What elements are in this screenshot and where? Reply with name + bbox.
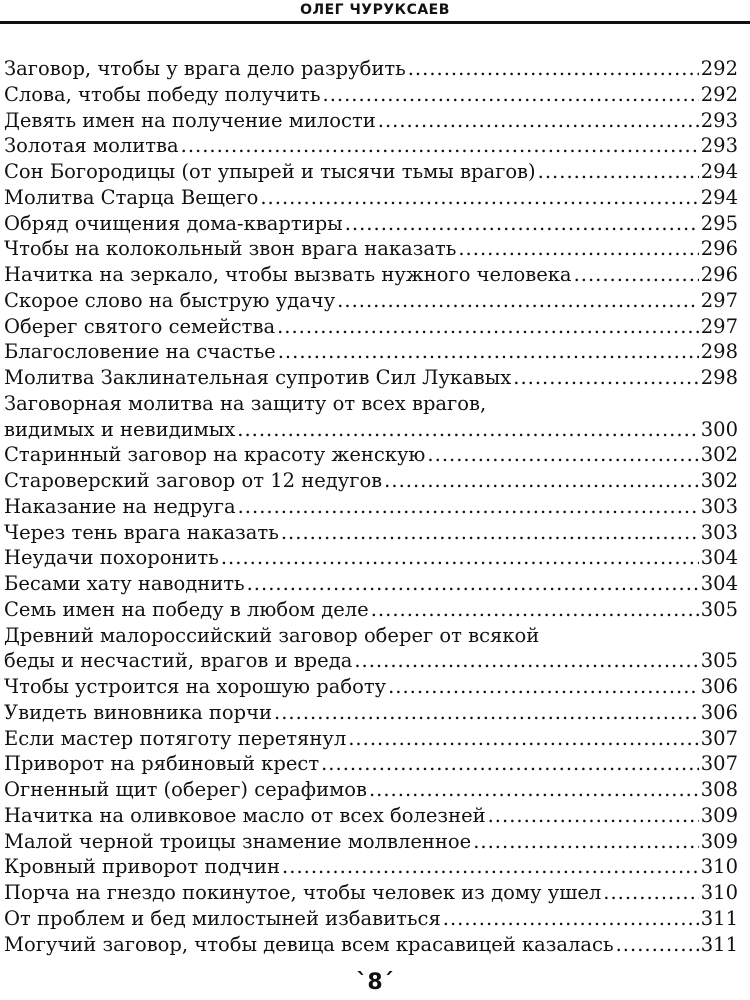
toc-entry[interactable]	[4, 932, 738, 958]
toc-entry-page: 297	[700, 314, 738, 338]
toc-entry-line	[4, 56, 738, 82]
toc-entry-title: Неудачи похоронить	[4, 546, 219, 570]
toc-entry-page: 304	[700, 572, 738, 595]
toc-entry[interactable]	[4, 880, 738, 906]
dot-leader	[538, 159, 699, 185]
dot-leader	[371, 597, 699, 623]
toc-entry-line	[4, 597, 738, 623]
toc-entry[interactable]	[4, 597, 738, 623]
toc-entry-line	[4, 803, 738, 829]
dot-leader	[348, 726, 699, 752]
page-number: `8´	[356, 970, 394, 995]
toc-entry-title: Кровный приворот подчин	[4, 855, 281, 879]
toc-entry-page: 305	[700, 649, 738, 673]
toc-entry-title: Порча на гнездо покинутое, чтобы человек из дому ушел	[4, 881, 602, 904]
toc-entry-line	[4, 880, 738, 906]
dot-leader	[345, 211, 699, 237]
dot-leader	[238, 494, 699, 520]
toc-entry-line	[4, 159, 738, 185]
toc-entry-page: 309	[700, 829, 738, 853]
toc-entry-title: Если мастер потяготу перетянул	[4, 726, 347, 750]
toc-entry[interactable]	[4, 829, 738, 855]
dot-leader	[281, 520, 699, 546]
dot-leader	[458, 236, 698, 262]
dot-leader	[237, 417, 699, 443]
toc-entry-line	[4, 468, 738, 494]
toc-entry-title: Увидеть виновника порчи	[4, 700, 273, 724]
toc-entry-title: Через тень врага наказать	[4, 520, 279, 544]
dot-leader	[260, 185, 698, 211]
toc-entry-title: Молитва Старца Вещего	[4, 185, 259, 209]
toc-entry-title: Старинный заговор на красоту женскую	[4, 443, 426, 467]
running-header: ОЛЕГ ЧУРУКСАЕВ	[300, 2, 450, 18]
toc-entry[interactable]	[4, 365, 738, 391]
toc-entry-page: 298	[700, 366, 738, 389]
toc-entry-line	[4, 391, 738, 417]
toc-entry-page: 303	[700, 520, 738, 544]
toc-entry[interactable]	[4, 56, 738, 82]
dot-leader	[488, 803, 699, 829]
toc-entry[interactable]	[4, 726, 738, 752]
toc-entry-line	[4, 726, 738, 752]
toc-entry-title: Приворот на рябиновый крест	[4, 752, 320, 776]
toc-entry[interactable]	[4, 803, 738, 829]
dot-leader	[247, 571, 699, 597]
toc-entry-title: Скорое слово на быструю удачу	[4, 288, 336, 312]
toc-entry-line	[4, 854, 738, 880]
toc-entry-page: 300	[700, 417, 738, 441]
toc-entry-line	[4, 571, 738, 597]
toc-entry-line	[4, 648, 738, 674]
toc-entry-page: 295	[700, 211, 738, 235]
toc-entry-title: Начитка на оливковое масло от всех болезней	[4, 803, 486, 827]
toc-entry-page: 304	[700, 546, 738, 570]
toc-entry-page: 296	[700, 237, 738, 261]
toc-entry-title: Заговорная молитва на защиту от всех врагов,	[4, 391, 487, 415]
toc-entry-line	[4, 623, 738, 649]
dot-leader	[277, 314, 699, 340]
toc-entry-page: 293	[700, 134, 738, 158]
toc-entry-line	[4, 211, 738, 237]
toc-entry-title: Чтобы устроится на хорошую работу	[4, 675, 387, 698]
toc-entry[interactable]	[4, 108, 738, 134]
toc-entry[interactable]	[4, 262, 738, 288]
toc-entry-page: 292	[700, 57, 738, 80]
toc-entry[interactable]	[4, 700, 738, 726]
dot-leader	[408, 56, 699, 82]
toc-entry-title: Благословение на счастье	[4, 340, 276, 364]
toc-entry-title: Обряд очищения дома-квартиры	[4, 211, 343, 235]
toc-entry[interactable]	[4, 133, 738, 159]
toc-entry[interactable]	[4, 906, 738, 932]
dot-leader	[323, 82, 699, 108]
toc-entry-title: Чтобы на колокольный звон врага наказать	[4, 237, 457, 261]
toc-entry[interactable]	[4, 623, 738, 675]
dot-leader	[473, 829, 699, 855]
toc-entry-line	[4, 545, 738, 571]
dot-leader	[369, 777, 699, 803]
dot-leader	[603, 880, 699, 906]
table-of-contents	[4, 56, 738, 957]
dot-leader	[354, 648, 698, 674]
toc-entry[interactable]	[4, 468, 738, 494]
dot-leader	[616, 932, 699, 958]
toc-entry-page: 310	[700, 881, 738, 904]
toc-entry-title: Наказание на недруга	[4, 494, 236, 518]
toc-entry-title: Молитва Заклинательная супротив Сил Лукавых	[4, 366, 512, 389]
toc-entry[interactable]	[4, 545, 738, 571]
toc-entry-page: 309	[700, 803, 738, 827]
toc-entry-page: 302	[700, 469, 738, 492]
toc-entry-page: 303	[700, 494, 738, 518]
toc-entry-title: Древний малороссийский заговор оберег от всякой	[4, 623, 540, 647]
toc-entry-title: Начитка на зеркало, чтобы вызвать нужного человека	[4, 263, 572, 286]
dot-leader	[181, 133, 699, 159]
toc-entry[interactable]	[4, 314, 738, 340]
toc-entry-page: 307	[700, 752, 738, 776]
toc-entry-page: 296	[700, 263, 738, 286]
toc-entry-line	[4, 829, 738, 855]
dot-leader	[574, 262, 699, 288]
dot-leader	[321, 751, 699, 777]
toc-entry-page: 311	[700, 906, 738, 930]
toc-entry-title: Оберег святого семейства	[4, 314, 276, 338]
toc-entry-title: Заговор, чтобы у врага дело разрубить	[4, 57, 406, 80]
toc-entry[interactable]	[4, 777, 738, 803]
toc-entry-title: Золотая молитва	[4, 134, 179, 158]
toc-entry-line	[4, 82, 738, 108]
toc-entry-title: Огненный щит (оберег) серафимов	[4, 778, 367, 801]
toc-entry-line	[4, 494, 738, 520]
dot-leader	[378, 108, 699, 134]
dot-leader	[274, 700, 699, 726]
toc-entry-page: 307	[700, 726, 738, 750]
toc-entry-line	[4, 906, 738, 932]
toc-entry[interactable]	[4, 674, 738, 700]
toc-entry[interactable]	[4, 82, 738, 108]
toc-entry-line	[4, 751, 738, 777]
toc-entry-page: 294	[700, 160, 738, 183]
toc-entry-page: 310	[700, 855, 738, 879]
toc-entry[interactable]	[4, 854, 738, 880]
toc-entry-line	[4, 236, 738, 262]
toc-entry[interactable]	[4, 520, 738, 546]
dot-leader	[384, 468, 699, 494]
toc-entry-title: Семь имен на победу в любом деле	[4, 597, 369, 621]
toc-entry-page: 294	[700, 185, 738, 209]
dot-leader	[337, 288, 699, 314]
toc-entry-page: 302	[700, 443, 738, 467]
toc-entry-title: Девять имен на получение милости	[4, 108, 376, 132]
toc-entry[interactable]	[4, 494, 738, 520]
toc-entry-page: 292	[700, 82, 738, 106]
toc-entry-title: Сон Богородицы (от упырей и тысячи тьмы врагов)	[4, 160, 536, 183]
toc-entry[interactable]	[4, 211, 738, 237]
toc-entry-page: 297	[700, 288, 738, 312]
toc-entry-title: видимых и невидимых	[4, 417, 236, 441]
toc-entry-line	[4, 674, 738, 700]
toc-entry-line	[4, 133, 738, 159]
dot-leader	[282, 854, 699, 880]
header-rule	[0, 21, 750, 24]
toc-entry-line	[4, 365, 738, 391]
toc-entry-title: беды и несчастий, врагов и вреда	[4, 649, 353, 673]
toc-entry-page: 311	[700, 932, 738, 956]
toc-entry-page: 306	[700, 675, 738, 698]
toc-entry[interactable]	[4, 391, 738, 443]
toc-entry-line	[4, 520, 738, 546]
dot-leader	[278, 339, 699, 365]
toc-entry-line	[4, 700, 738, 726]
toc-entry-line	[4, 262, 738, 288]
toc-entry-page: 308	[700, 778, 738, 801]
toc-entry[interactable]	[4, 288, 738, 314]
toc-entry-line	[4, 108, 738, 134]
toc-entry[interactable]	[4, 442, 738, 468]
toc-entry-page: 298	[700, 340, 738, 364]
toc-entry-line	[4, 185, 738, 211]
toc-entry[interactable]	[4, 571, 738, 597]
toc-entry-line	[4, 442, 738, 468]
toc-entry[interactable]	[4, 185, 738, 211]
toc-entry-line	[4, 288, 738, 314]
toc-entry[interactable]	[4, 339, 738, 365]
toc-entry-page: 306	[700, 700, 738, 724]
toc-entry-title: Бесами хату наводнить	[4, 572, 245, 595]
toc-entry[interactable]	[4, 159, 738, 185]
dot-leader	[513, 365, 699, 391]
toc-entry-title: Малой черной троицы знамение молвленное	[4, 829, 472, 853]
toc-entry-line	[4, 314, 738, 340]
toc-entry-title: От проблем и бед милостыней избавиться	[4, 906, 441, 930]
dot-leader	[427, 442, 698, 468]
toc-entry-title: Слова, чтобы победу получить	[4, 82, 321, 106]
toc-entry[interactable]	[4, 751, 738, 777]
toc-entry-line	[4, 339, 738, 365]
toc-entry-line	[4, 417, 738, 443]
dot-leader	[221, 545, 699, 571]
dot-leader	[388, 674, 699, 700]
toc-entry-page: 305	[700, 597, 738, 621]
toc-entry-page: 293	[700, 108, 738, 132]
toc-entry-line	[4, 932, 738, 958]
toc-entry[interactable]	[4, 236, 738, 262]
toc-entry-line	[4, 777, 738, 803]
toc-entry-title: Староверский заговор от 12 недугов	[4, 469, 383, 492]
toc-entry-title: Могучий заговор, чтобы девица всем красавицей казалась	[4, 932, 614, 956]
dot-leader	[443, 906, 699, 932]
